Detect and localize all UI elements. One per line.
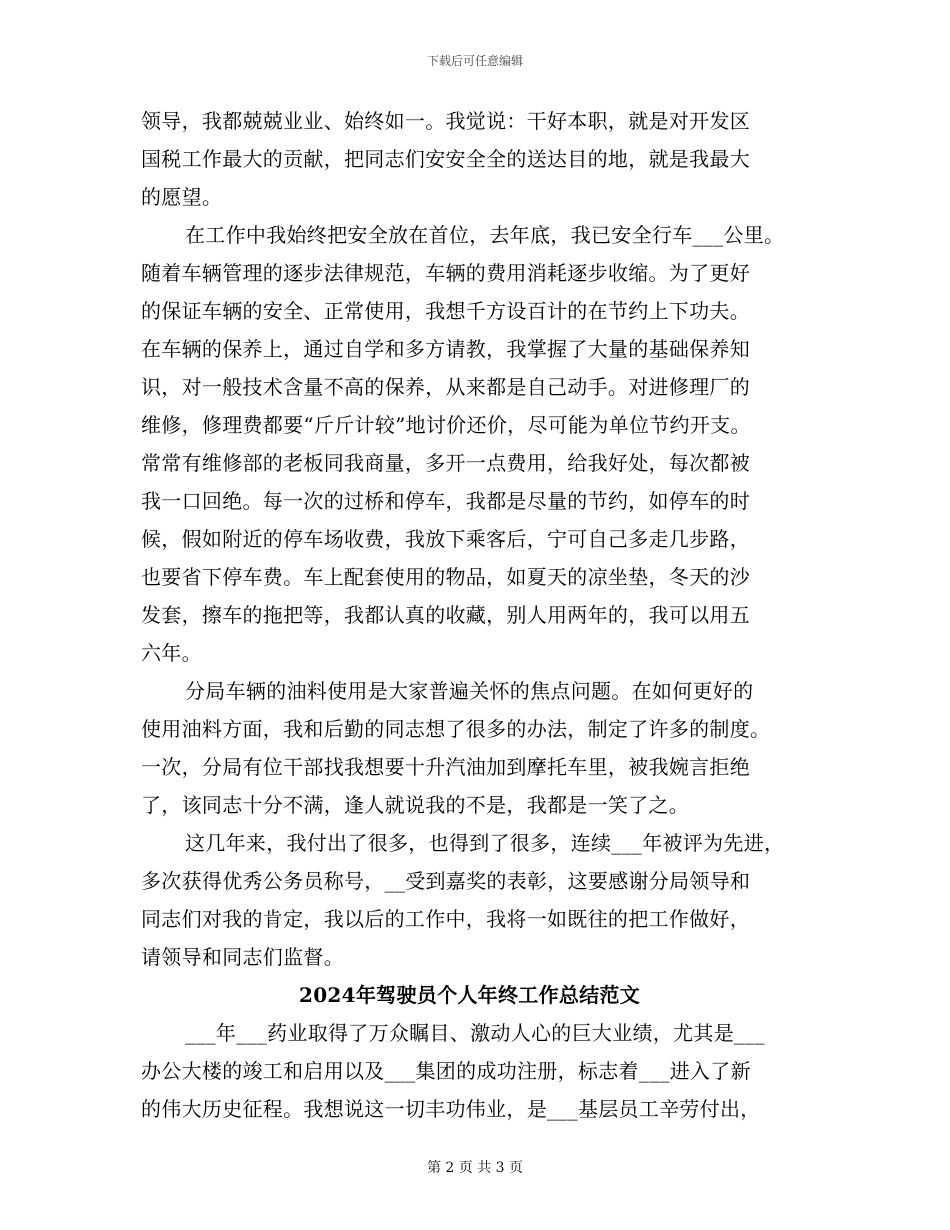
- text-line: 候，假如附近的停车场收费，我放下乘客后，宁可自己多走几步路，: [141, 527, 750, 551]
- text-line: 的愿望。: [141, 185, 223, 209]
- text-line: 请领导和同志们监督。: [141, 945, 344, 969]
- text-line: 维修，修理费都要“斤斤计较”地讨价还价，尽可能为单位节约开支。: [141, 413, 751, 437]
- text-line: 发套，擦车的拖把等，我都认真的收藏，别人用两年的，我可以用五: [141, 603, 750, 627]
- text-line: 的伟大历史征程。我想说这一切丰功伟业，是___基层员工辛劳付出，: [141, 1097, 761, 1121]
- section-title: 2024年驾驶员个人年终工作总结范文: [299, 983, 641, 1007]
- page-header: 下载后可任意编辑: [426, 54, 523, 68]
- text-line: 常常有维修部的老板同我商量，多开一点费用，给我好处，每次都被: [141, 451, 750, 475]
- text-line: 了，该同志十分不满，逢人就说我的不是，我都是一笑了之。: [141, 793, 690, 817]
- text-line: 领导，我都兢兢业业、始终如一。我觉说：干好本职，就是对开发区: [141, 109, 750, 133]
- paragraph-start-line: ___年___药业取得了万众瞩目、激动人心的巨大业绩，尤其是___: [185, 1021, 765, 1045]
- text-line: 国税工作最大的贡献，把同志们安安全全的送达目的地，就是我最大: [141, 147, 750, 171]
- text-line: 六年。: [141, 641, 202, 665]
- paragraph-start-line: 分局车辆的油料使用是大家普遍关怀的焦点问题。在如何更好的: [185, 679, 754, 703]
- text-line: 一次，分局有位干部找我想要十升汽油加到摩托车里，被我婉言拒绝: [141, 755, 750, 779]
- paragraph-start-line: 这几年来，我付出了很多，也得到了很多，连续___年被评为先进，: [185, 831, 785, 855]
- page-footer: 第 2 页 共 3 页: [426, 1160, 524, 1176]
- text-line: 的保证车辆的安全、正常使用，我想千方设百计的在节约上下功夫。: [141, 299, 750, 323]
- text-line: 也要省下停车费。车上配套使用的物品，如夏天的凉坐垫，冬天的沙: [141, 565, 750, 589]
- text-line: 多次获得优秀公务员称号，__受到嘉奖的表彰，这要感谢分局领导和: [141, 869, 751, 893]
- text-line: 我一口回绝。每一次的过桥和停车，我都是尽量的节约，如停车的时: [141, 489, 750, 513]
- text-line: 识，对一般技术含量不高的保养，从来都是自己动手。对进修理厂的: [141, 375, 750, 399]
- text-line: 同志们对我的肯定，我以后的工作中，我将一如既往的把工作做好，: [141, 907, 750, 931]
- text-line: 办公大楼的竣工和启用以及___集团的成功注册，标志着___进入了新: [141, 1059, 751, 1083]
- text-line: 使用油料方面，我和后勤的同志想了很多的办法，制定了许多的制度。: [141, 717, 771, 741]
- text-line: 随着车辆管理的逐步法律规范，车辆的费用消耗逐步收缩。为了更好: [141, 261, 750, 285]
- text-line: 在车辆的保养上，通过自学和多方请教，我掌握了大量的基础保养知: [141, 337, 750, 361]
- paragraph-start-line: 在工作中我始终把安全放在首位，去年底，我已安全行车___公里。: [185, 223, 785, 247]
